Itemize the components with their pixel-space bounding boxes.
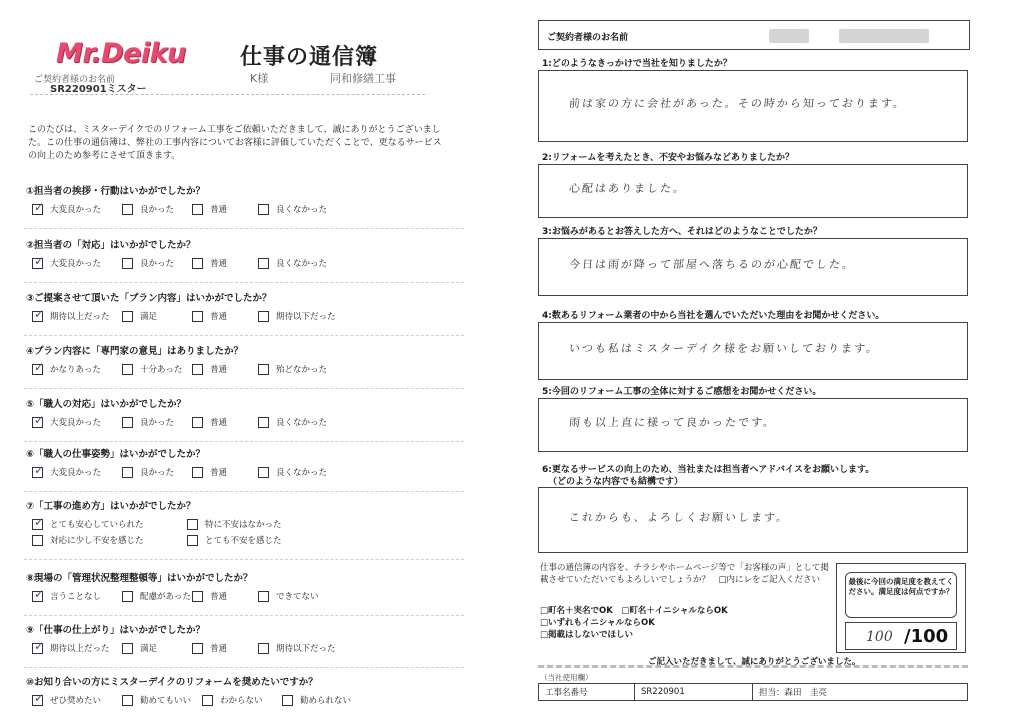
job-info-table [538, 683, 968, 701]
option-label: 言うことなし [50, 592, 102, 602]
option-label: 十分あった [140, 365, 183, 375]
right-page [518, 0, 1024, 728]
option-checkbox[interactable] [122, 642, 157, 654]
option-label: 満足 [140, 312, 158, 322]
option-label: 満足 [140, 644, 158, 654]
internal-use-label: （当社使用欄） [540, 673, 593, 682]
option-checkbox[interactable] [192, 416, 227, 428]
option-checkbox[interactable] [187, 518, 282, 530]
handwritten-answer: 心配はありました。 [568, 182, 687, 195]
option-label: 普通 [210, 468, 228, 478]
checkbox-icon [282, 695, 293, 706]
staff-name: 担当：森田 圭亮 [759, 688, 828, 698]
option-checkbox[interactable] [258, 466, 327, 478]
option-checkbox[interactable] [32, 694, 101, 706]
option-label: 大変良かった [50, 418, 102, 428]
checked-box-icon [32, 467, 43, 478]
checkbox-icon [122, 467, 133, 478]
handwritten-answer: 雨も以上直に様って良かったです。 [568, 416, 777, 429]
option-label: 期待以下だった [276, 644, 336, 654]
divider [24, 615, 464, 616]
answer-box[interactable] [538, 164, 968, 218]
intro-text: このたびは、ミスターデイクでのリフォーム工事をご依頼いただきまして、誠にありがとうございました。この仕事の通信簿は、弊社の工事内容についてお客様に評価していただくことで、更なるサービスの向上のため参考にさせて頂きます。 [28, 125, 442, 161]
checkbox-icon [122, 417, 133, 428]
option-label: 普通 [210, 592, 228, 602]
answer-box[interactable] [538, 487, 968, 553]
option-label: 対応に少し不安を感じた [50, 536, 144, 546]
job-number-label: 工事名番号 [539, 684, 635, 700]
option-label: 普通 [210, 312, 228, 322]
checked-box-icon [32, 695, 43, 706]
option-checkbox[interactable] [32, 590, 101, 602]
option-checkbox[interactable] [258, 416, 327, 428]
option-checkbox[interactable] [192, 466, 227, 478]
divider [24, 441, 464, 442]
option-checkbox[interactable] [122, 310, 157, 322]
job-number: SR220901 [635, 684, 753, 700]
answer-box[interactable] [538, 238, 968, 296]
option-label: とても不安を感じた [205, 536, 282, 546]
option-checkbox[interactable] [122, 416, 174, 428]
option-checkbox[interactable] [32, 363, 101, 375]
customer-name-label: ご契約者様のお名前 [34, 75, 116, 85]
divider [30, 94, 425, 95]
answer-box[interactable] [538, 70, 968, 142]
option-checkbox[interactable] [192, 363, 227, 375]
question-5: ⑤「職人の対応」はいかがでしたか？ [26, 399, 187, 410]
option-label: 殆どなかった [276, 365, 328, 375]
checkbox-icon [122, 204, 133, 215]
option-checkbox[interactable] [32, 466, 101, 478]
option-label: 配慮があった [140, 592, 191, 602]
answer-box[interactable] [538, 322, 968, 380]
option-label: 良くなかった [276, 418, 328, 428]
handwritten-answer: 前は家の方に会社があった。その時から知っております。 [568, 97, 907, 110]
checked-box-icon [32, 643, 43, 654]
free-question-5: 5:今回のリフォーム工事の全体に対するご感想をお聞かせください。 [542, 387, 822, 397]
checkbox-icon [258, 417, 269, 428]
option-label: できてない [276, 592, 319, 602]
option-label: 期待以上だった [50, 644, 110, 654]
option-checkbox[interactable] [258, 642, 336, 654]
divider [24, 228, 464, 229]
checkbox-icon [122, 643, 133, 654]
free-question-4: 4:数あるリフォーム業者の中から当社を選んでいただいた理由をお聞かせください。 [542, 311, 885, 321]
free-question-2: 2:リフォームを考えたとき、不安やお悩みなどありましたか？ [542, 153, 795, 163]
option-label: わからない [220, 696, 263, 706]
question-4: ④プラン内容に「専門家の意見」はありましたか？ [26, 346, 244, 357]
checkbox-icon [192, 311, 203, 322]
option-checkbox[interactable] [258, 203, 327, 215]
checked-box-icon [32, 591, 43, 602]
document-title: 仕事の通信簿 [240, 45, 379, 70]
checkbox-icon [122, 695, 133, 706]
option-checkbox[interactable] [192, 310, 227, 322]
option-label: 勧められない [300, 696, 352, 706]
option-checkbox[interactable] [192, 257, 227, 269]
option-label: 普通 [210, 365, 228, 375]
free-question-3: 3:お悩みがあるとお答えした方へ、それはどのようなことでしたか？ [542, 227, 822, 237]
option-checkbox[interactable] [32, 416, 101, 428]
option-label: かなりあった [50, 365, 101, 375]
left-page [0, 0, 505, 728]
checkbox-icon [258, 364, 269, 375]
checked-box-icon [32, 258, 43, 269]
option-label: 良かった [140, 418, 175, 428]
checkbox-icon [258, 643, 269, 654]
thanks-text: ご記入いただきまして、誠にありがとうございました。 [648, 657, 861, 667]
free-question-6: 6:更なるサービスの向上のため、当社または担当者へアドバイスをお願いします。 [542, 465, 875, 475]
checked-box-icon [32, 417, 43, 428]
option-checkbox[interactable] [187, 534, 282, 546]
option-checkbox[interactable] [32, 642, 110, 654]
customer-name: K様 [250, 72, 269, 85]
checkbox-icon [202, 695, 213, 706]
divider [24, 282, 464, 283]
option-label: 大変良かった [50, 468, 102, 478]
question-1: ①担当者の挨拶・行動はいかがでしたか？ [26, 186, 206, 197]
option-label: 期待以上だった [50, 312, 110, 322]
option-checkbox[interactable] [122, 257, 174, 269]
consent-option[interactable]: □掲載はしないでほしい [540, 630, 634, 640]
option-checkbox[interactable] [192, 203, 227, 215]
option-checkbox[interactable] [282, 694, 351, 706]
option-label: 良くなかった [276, 205, 328, 215]
option-label: とても安心していられた [50, 520, 144, 530]
free-question-note: （どのような内容でも結構です） [548, 477, 684, 487]
question-8: ⑧現場の「管理状況整理整頓等」はいかがでしたか？ [26, 573, 253, 584]
checkbox-icon [258, 467, 269, 478]
option-checkbox[interactable] [192, 590, 227, 602]
option-checkbox[interactable] [192, 642, 227, 654]
checkbox-icon [122, 258, 133, 269]
checkbox-icon [258, 591, 269, 602]
option-label: 普通 [210, 418, 228, 428]
satisfaction-score: 100 [866, 629, 893, 645]
work-name: 同和修繕工事 [330, 72, 396, 85]
option-checkbox[interactable] [32, 518, 144, 530]
option-label: 大変良かった [50, 205, 102, 215]
option-label: 普通 [210, 644, 228, 654]
checkbox-icon [192, 417, 203, 428]
checkbox-icon [32, 535, 43, 546]
satisfaction-box [836, 563, 966, 653]
divider [24, 559, 464, 560]
customer-name-box [538, 20, 970, 50]
consent-option[interactable]: □町名＋実名でOK □町名＋イニシャルならOK [540, 606, 728, 616]
free-question-1: 1:どのようなきっかけで当社を知りましたか？ [542, 59, 732, 69]
handwritten-answer: いつも私はミスターデイク様をお願いしております。 [568, 342, 880, 355]
checkbox-icon [258, 311, 269, 322]
option-label: 普通 [210, 259, 228, 269]
checkbox-icon [187, 519, 198, 530]
divider [24, 388, 464, 389]
checkbox-icon [192, 467, 203, 478]
divider [24, 667, 464, 668]
checkbox-icon [122, 311, 133, 322]
option-label: 良かった [140, 259, 175, 269]
checkbox-icon [192, 591, 203, 602]
checked-box-icon [32, 519, 43, 530]
option-checkbox[interactable] [258, 363, 327, 375]
option-label: 普通 [210, 205, 228, 215]
consent-text: 仕事の通信簿の内容を、チラシやホームページ等で「お客様の声」として掲載させていただいてもよろしいでしょうか？ □内にレをご記入ください [540, 563, 829, 585]
handwritten-answer: 今日は雨が降って部屋へ落ちるのが心配でした。 [568, 258, 856, 271]
company-logo: Mr.Deiku [56, 38, 186, 69]
checkbox-icon [258, 204, 269, 215]
option-label: 大変良かった [50, 259, 102, 269]
answer-box[interactable] [538, 398, 968, 452]
customer-name-label: ご契約者様のお名前 [547, 33, 629, 43]
option-checkbox[interactable] [122, 590, 191, 602]
option-label: 勧めてもいい [140, 696, 192, 706]
checkbox-icon [192, 204, 203, 215]
satisfaction-max: /100 [904, 626, 949, 647]
consent-option[interactable]: □いずれもイニシャルならOK [540, 618, 655, 628]
consent-options [540, 605, 728, 641]
sr-code: SR220901ミスター [50, 84, 147, 95]
option-label: 良かった [140, 468, 175, 478]
option-checkbox[interactable] [32, 534, 144, 546]
option-checkbox[interactable] [258, 590, 319, 602]
option-checkbox[interactable] [32, 257, 101, 269]
option-checkbox[interactable] [258, 257, 327, 269]
checkbox-icon [122, 364, 133, 375]
option-label: 期待以下だった [276, 312, 336, 322]
option-checkbox[interactable] [202, 694, 263, 706]
checked-box-icon [32, 364, 43, 375]
option-checkbox[interactable] [122, 694, 191, 706]
checkbox-icon [192, 258, 203, 269]
option-checkbox[interactable] [32, 203, 101, 215]
checkbox-icon [122, 591, 133, 602]
question-3: ③ご提案させて頂いた「プラン内容」はいかがでしたか？ [26, 293, 272, 304]
checked-box-icon [32, 311, 43, 322]
option-checkbox[interactable] [122, 363, 182, 375]
question-9: ⑨「仕事の仕上がり」はいかがでしたか？ [26, 625, 206, 636]
option-checkbox[interactable] [258, 310, 336, 322]
option-label: 特に不安はなかった [205, 520, 282, 530]
redacted-name [839, 29, 929, 43]
option-checkbox[interactable] [32, 310, 110, 322]
option-label: 良かった [140, 205, 175, 215]
divider [24, 491, 464, 492]
satisfaction-question: 最後に今回の満足度を教えてください。満足度は何点ですか？ [845, 572, 957, 618]
question-6: ⑥「職人の仕事姿勢」はいかがでしたか？ [26, 449, 206, 460]
satisfaction-field[interactable] [845, 622, 957, 650]
question-7: ⑦「工事の進め方」はいかがでしたか？ [26, 501, 196, 512]
checkbox-icon [187, 535, 198, 546]
checkbox-icon [258, 258, 269, 269]
question-2: ②担当者の「対応」はいかがでしたか？ [26, 240, 196, 251]
checked-box-icon [32, 204, 43, 215]
option-checkbox[interactable] [122, 203, 174, 215]
question-10: ⑩お知り合いの方にミスターデイクのリフォームを奨めたいですか？ [26, 677, 318, 688]
checkbox-icon [192, 643, 203, 654]
option-checkbox[interactable] [122, 466, 174, 478]
divider [24, 335, 464, 336]
option-label: 良くなかった [276, 468, 328, 478]
checkbox-icon [192, 364, 203, 375]
option-label: 良くなかった [276, 259, 328, 269]
handwritten-answer: これからも、よろしくお願いします。 [568, 511, 790, 524]
option-label: ぜひ奨めたい [50, 696, 102, 706]
redacted-name [769, 29, 809, 43]
